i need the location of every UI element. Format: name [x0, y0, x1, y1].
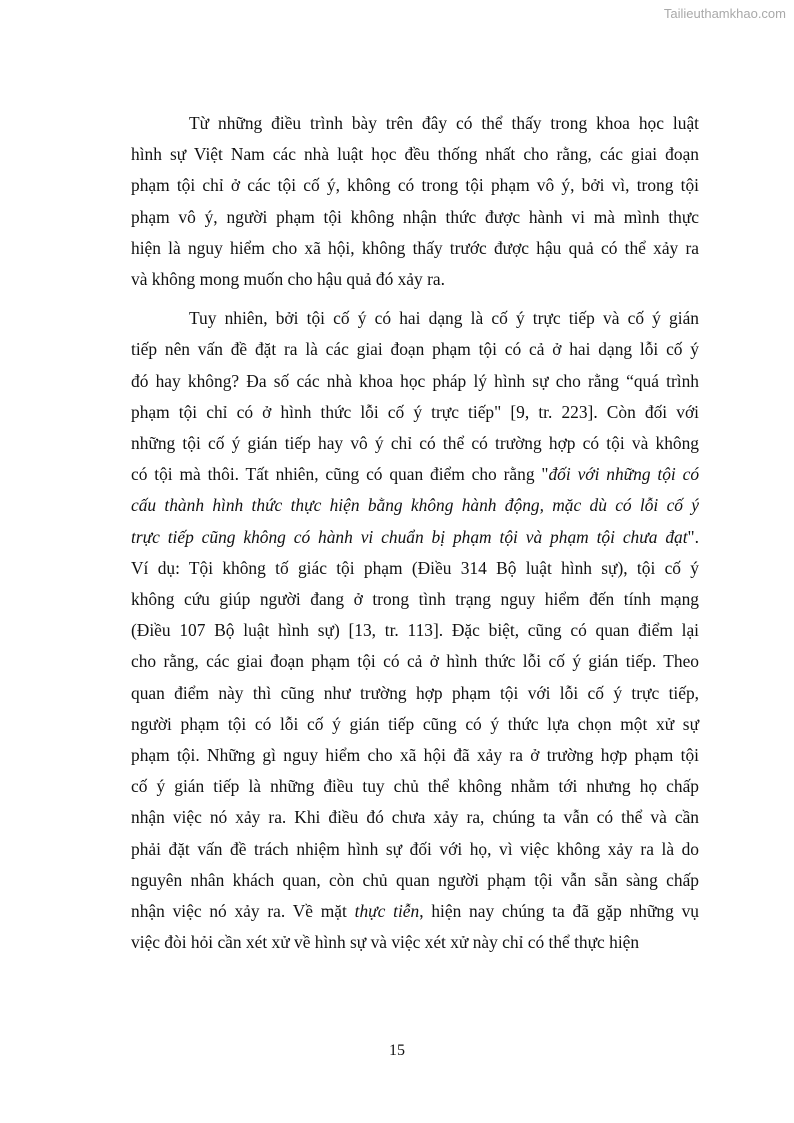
italic-text: trực tiếp cũng không có hành vi chuẩn bị phạm tội và phạm tội chưa đạt: [131, 526, 688, 547]
text-line: [131, 490, 699, 521]
text-line: [131, 303, 699, 334]
text-line: [131, 366, 699, 397]
text-run: cố ý gián tiếp là những điều tuy chủ thể không nhằm tới nhưng họ chấp: [131, 776, 699, 797]
text-run: Tuy nhiên, bởi tội cố ý có hai dạng là cố ý trực tiếp và cố ý gián: [189, 308, 699, 329]
text-run: ".: [687, 526, 699, 547]
text-run: , hiện nay chúng ta đã gặp những vụ: [419, 901, 699, 922]
paragraph: [131, 303, 699, 958]
text-line: [131, 397, 699, 428]
text-run: việc đòi hỏi cần xét xử về hình sự và việc xét xử này chỉ có thể thực hiện: [131, 932, 640, 953]
text-line: [131, 927, 699, 958]
text-run: cho rằng, các giai đoạn phạm tội có cả ở hình thức lỗi cố ý gián tiếp. Theo: [131, 651, 699, 672]
text-line: [131, 771, 699, 802]
text-line: [131, 584, 699, 615]
text-line: [131, 264, 699, 295]
text-line: [131, 202, 699, 233]
text-run: phạm vô ý, người phạm tội không nhận thức được hành vi mà mình thực: [131, 206, 699, 227]
text-line: [131, 108, 699, 139]
text-line: [131, 139, 699, 170]
text-line: [131, 233, 699, 264]
text-run: phạm tội chỉ có ở hình thức lỗi cố ý trực tiếp" [9, tr. 223]. Còn đối với: [131, 401, 699, 422]
text-run: những tội cố ý gián tiếp hay vô ý chỉ có thể có trường hợp có tội và không: [131, 433, 699, 454]
watermark: Tailieuthamkhao.com: [663, 6, 786, 21]
page-number: 15: [389, 1042, 405, 1059]
text-line: [131, 615, 699, 646]
text-run: Ví dụ: Tội không tố giác tội phạm (Điều 314 Bộ luật hình sự), tội cố ý: [131, 557, 699, 578]
italic-text: đối với những tội có: [548, 464, 700, 485]
text-run: và không mong muốn cho hậu quả đó xảy ra.: [131, 269, 445, 290]
text-run: có tội mà thôi. Tất nhiên, cũng có quan điểm cho rằng ": [131, 464, 549, 485]
text-run: phạm tội. Những gì nguy hiểm cho xã hội đã xảy ra ở trường hợp phạm tội: [131, 745, 699, 766]
text-run: không cứu giúp người đang ở trong tình trạng nguy hiểm đến tính mạng: [131, 589, 699, 610]
text-line: [131, 802, 699, 833]
text-line: [131, 522, 699, 553]
italic-text: thực tiễn: [354, 901, 420, 922]
text-line: [131, 170, 699, 201]
text-line: [131, 709, 699, 740]
text-run: Từ những điều trình bày trên đây có thể thấy trong khoa học luật: [189, 113, 699, 133]
text-run: nguyên nhân khách quan, còn chủ quan người phạm tội vẫn sẵn sàng chấp: [131, 869, 699, 890]
text-line: [131, 740, 699, 771]
text-line: [131, 428, 699, 459]
text-run: hiện là nguy hiểm cho xã hội, không thấy trước được hậu quả có thể xảy ra: [131, 237, 699, 258]
text-line: [131, 646, 699, 677]
text-line: [131, 553, 699, 584]
text-line: [131, 834, 699, 865]
text-run: tiếp nên vấn đề đặt ra là các giai đoạn phạm tội có cả ở hai dạng lỗi cố ý: [131, 339, 699, 360]
text-run: phải đặt vấn đề trách nhiệm hình sự đối với họ, vì việc không xảy ra là do: [131, 838, 699, 859]
document-body: [131, 108, 699, 958]
text-run: quan điểm này thì cũng như trường hợp phạm tội với lỗi cố ý trực tiếp,: [131, 682, 699, 703]
text-run: (Điều 107 Bộ luật hình sự) [13, tr. 113]. Đặc biệt, cũng có quan điểm lại: [131, 620, 699, 641]
text-run: hình sự Việt Nam các nhà luật học đều thống nhất cho rằng, các giai đoạn: [131, 144, 699, 165]
text-run: phạm tội chỉ ở các tội cố ý, không có trong tội phạm vô ý, bởi vì, trong tội: [131, 175, 699, 196]
text-line: [131, 678, 699, 709]
text-run: nhận việc nó xảy ra. Về mặt: [131, 901, 355, 922]
text-line: [131, 334, 699, 365]
text-line: [131, 459, 699, 490]
text-run: đó hay không? Đa số các nhà khoa học pháp lý hình sự cho rằng “quá trình: [131, 370, 699, 391]
paragraph-gap: [131, 295, 699, 303]
italic-text: cấu thành hình thức thực hiện bằng không hành động, mặc dù có lỗi cố ý: [131, 495, 699, 516]
paragraph: [131, 108, 699, 295]
text-run: nhận việc nó xảy ra. Khi điều đó chưa xảy ra, chúng ta vẫn có thể và cần: [131, 807, 699, 828]
text-line: [131, 865, 699, 896]
text-line: [131, 896, 699, 927]
text-run: người phạm tội có lỗi cố ý gián tiếp cũng có ý thức lựa chọn một xử sự: [131, 713, 699, 734]
